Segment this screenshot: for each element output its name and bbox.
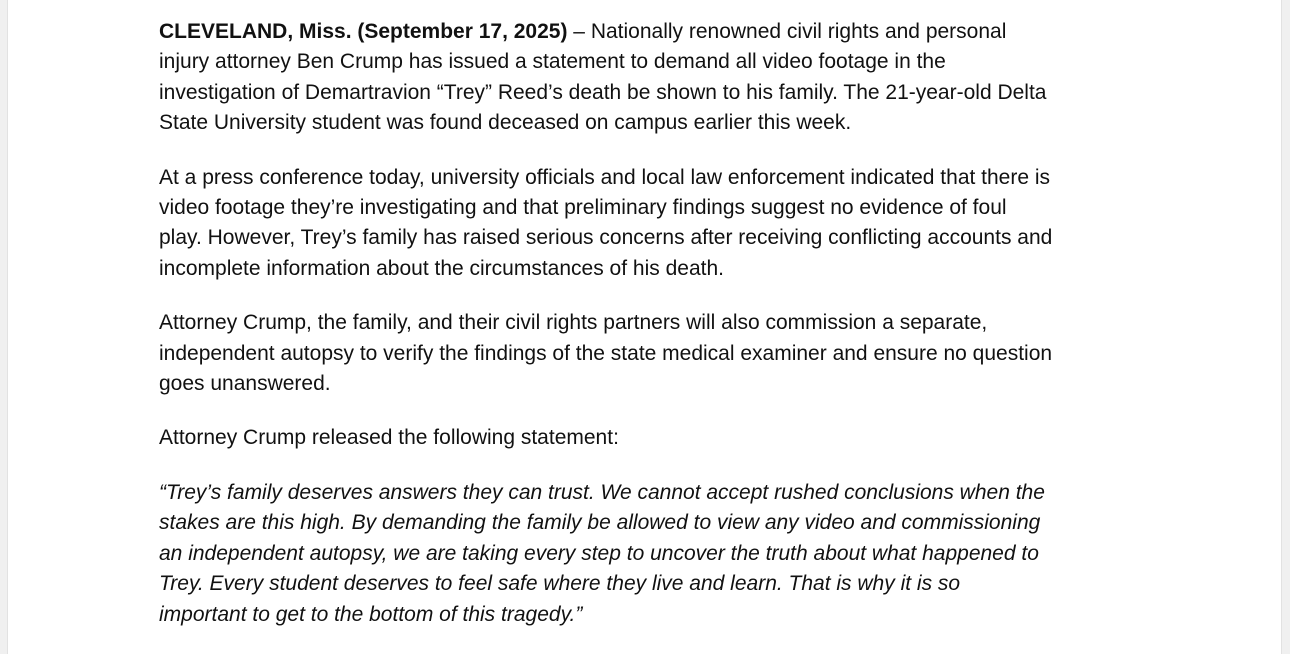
paragraph-line: goes unanswered.	[159, 372, 331, 396]
paragraph-line: Attorney Crump, the family, and their civil rights partners will also commission a separate,	[159, 311, 988, 335]
paragraph-statement-intro	[159, 423, 1149, 453]
paragraph-line: Attorney Crump released the following statement:	[159, 426, 619, 450]
paragraph-line: State University student was found deceased on campus earlier this week.	[159, 111, 852, 135]
quote-line: Trey. Every student deserves to feel safe where they live and learn. That is why it is so	[159, 572, 961, 596]
dateline: CLEVELAND, Miss. (September 17, 2025)	[159, 20, 568, 43]
quote-line: stakes are this high. By demanding the family be allowed to view any video and commissioning	[159, 511, 1041, 535]
quote-line: important to get to the bottom of this tragedy.”	[159, 602, 583, 626]
quote-statement	[159, 478, 1149, 630]
paragraph-line: incomplete information about the circumstances of his death.	[159, 256, 724, 280]
document-page	[7, 0, 1282, 654]
paragraph-autopsy	[159, 308, 1149, 399]
paragraph-text: – Nationally renowned civil rights and personal	[567, 20, 1007, 43]
quote-line: “Trey’s family deserves answers they can trust. We cannot accept rushed conclusions when the	[159, 480, 1045, 504]
paragraph-line: At a press conference today, university officials and local law enforcement indicated that there is	[159, 165, 1051, 189]
paragraph-line	[159, 17, 1149, 47]
paragraph-intro	[159, 17, 1149, 139]
press-release-body	[159, 17, 1149, 654]
paragraph-line: play. However, Trey’s family has raised serious concerns after receiving conflicting accounts and	[159, 226, 1053, 250]
paragraph-line: independent autopsy to verify the findings of the state medical examiner and ensure no question	[159, 341, 1053, 365]
paragraph-line: video footage they’re investigating and that preliminary findings suggest no evidence of foul	[159, 196, 1007, 220]
paragraph-press-conference	[159, 163, 1149, 285]
paragraph-line: injury attorney Ben Crump has issued a statement to demand all video footage in the	[159, 50, 946, 74]
quote-line: an independent autopsy, we are taking every step to uncover the truth about what happened to	[159, 541, 1039, 565]
paragraph-line: investigation of Demartravion “Trey” Reed’s death be shown to his family. The 21-year-old Delta	[159, 80, 1047, 104]
